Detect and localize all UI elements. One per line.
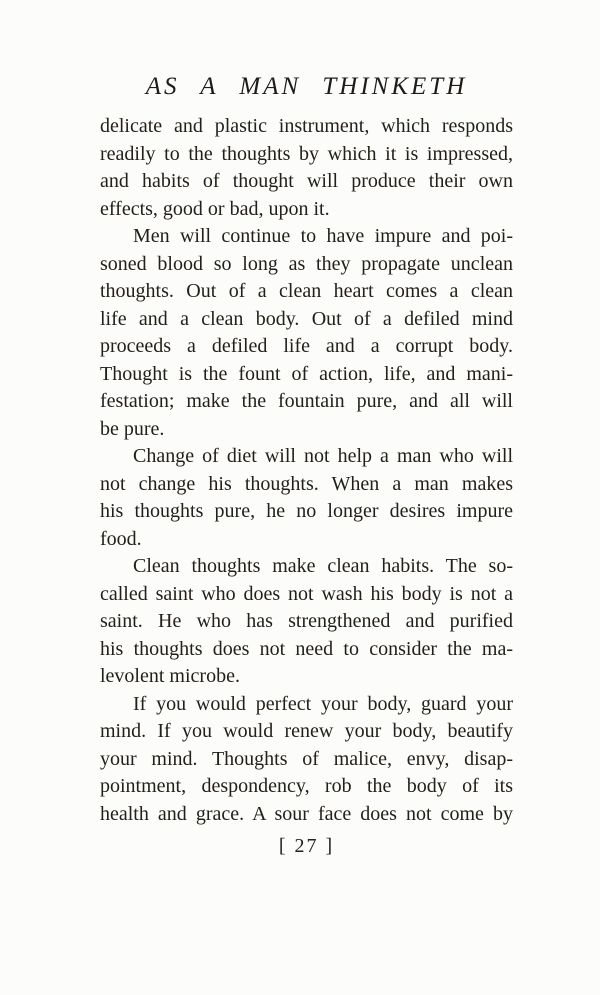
paragraph	[100, 553, 513, 691]
text-line: effects, good or bad, upon it.	[100, 197, 330, 220]
text-line: saint. He who has strengthened and purified	[100, 610, 513, 632]
paragraph	[100, 691, 513, 829]
text-line: soned blood so long as they propagate unclean	[100, 252, 513, 275]
text-line: your mind. Thoughts of malice, envy, disap-	[100, 747, 513, 770]
text-line: mind. If you would renew your body, beautify	[100, 720, 513, 742]
text-line: his thoughts pure, he no longer desires impure	[100, 500, 513, 522]
text-line: festation; make the fountain pure, and all will	[100, 390, 513, 412]
body-text	[100, 113, 513, 828]
text-line: levolent microbe.	[100, 665, 240, 687]
text-line: proceeds a defiled life and a corrupt body.	[100, 335, 513, 357]
page-number: [ 27 ]	[278, 835, 335, 857]
text-line: Clean thoughts make clean habits. The so-	[133, 555, 513, 577]
text-line: his thoughts does not need to consider the ma-	[100, 637, 513, 660]
paragraph	[100, 443, 513, 553]
text-line: and habits of thought will produce their own	[100, 170, 513, 192]
paragraph	[100, 223, 513, 443]
text-line: be pure.	[100, 417, 165, 440]
text-line: food.	[100, 527, 142, 550]
text-line: thoughts. Out of a clean heart comes a clean	[100, 280, 513, 302]
text-line: If you would perfect your body, guard your	[133, 692, 513, 715]
text-line: life and a clean body. Out of a defiled mind	[100, 307, 513, 330]
text-line: Change of diet will not help a man who will	[133, 445, 513, 467]
paragraph	[100, 113, 513, 223]
text-line: called saint who does not wash his body is not a	[100, 582, 513, 605]
text-line: Thought is the fount of action, life, and mani-	[100, 362, 513, 385]
text-line: readily to the thoughts by which it is impressed,	[100, 142, 513, 165]
running-header: AS A MAN THINKETH	[145, 73, 468, 100]
text-line: health and grace. A sour face does not come by	[100, 802, 513, 825]
text-line: delicate and plastic instrument, which responds	[100, 115, 513, 137]
page-content	[100, 72, 513, 858]
text-line: pointment, despondency, rob the body of its	[100, 775, 513, 797]
text-line: not change his thoughts. When a man makes	[100, 472, 513, 495]
text-line: Men will continue to have impure and poi-	[133, 225, 513, 247]
